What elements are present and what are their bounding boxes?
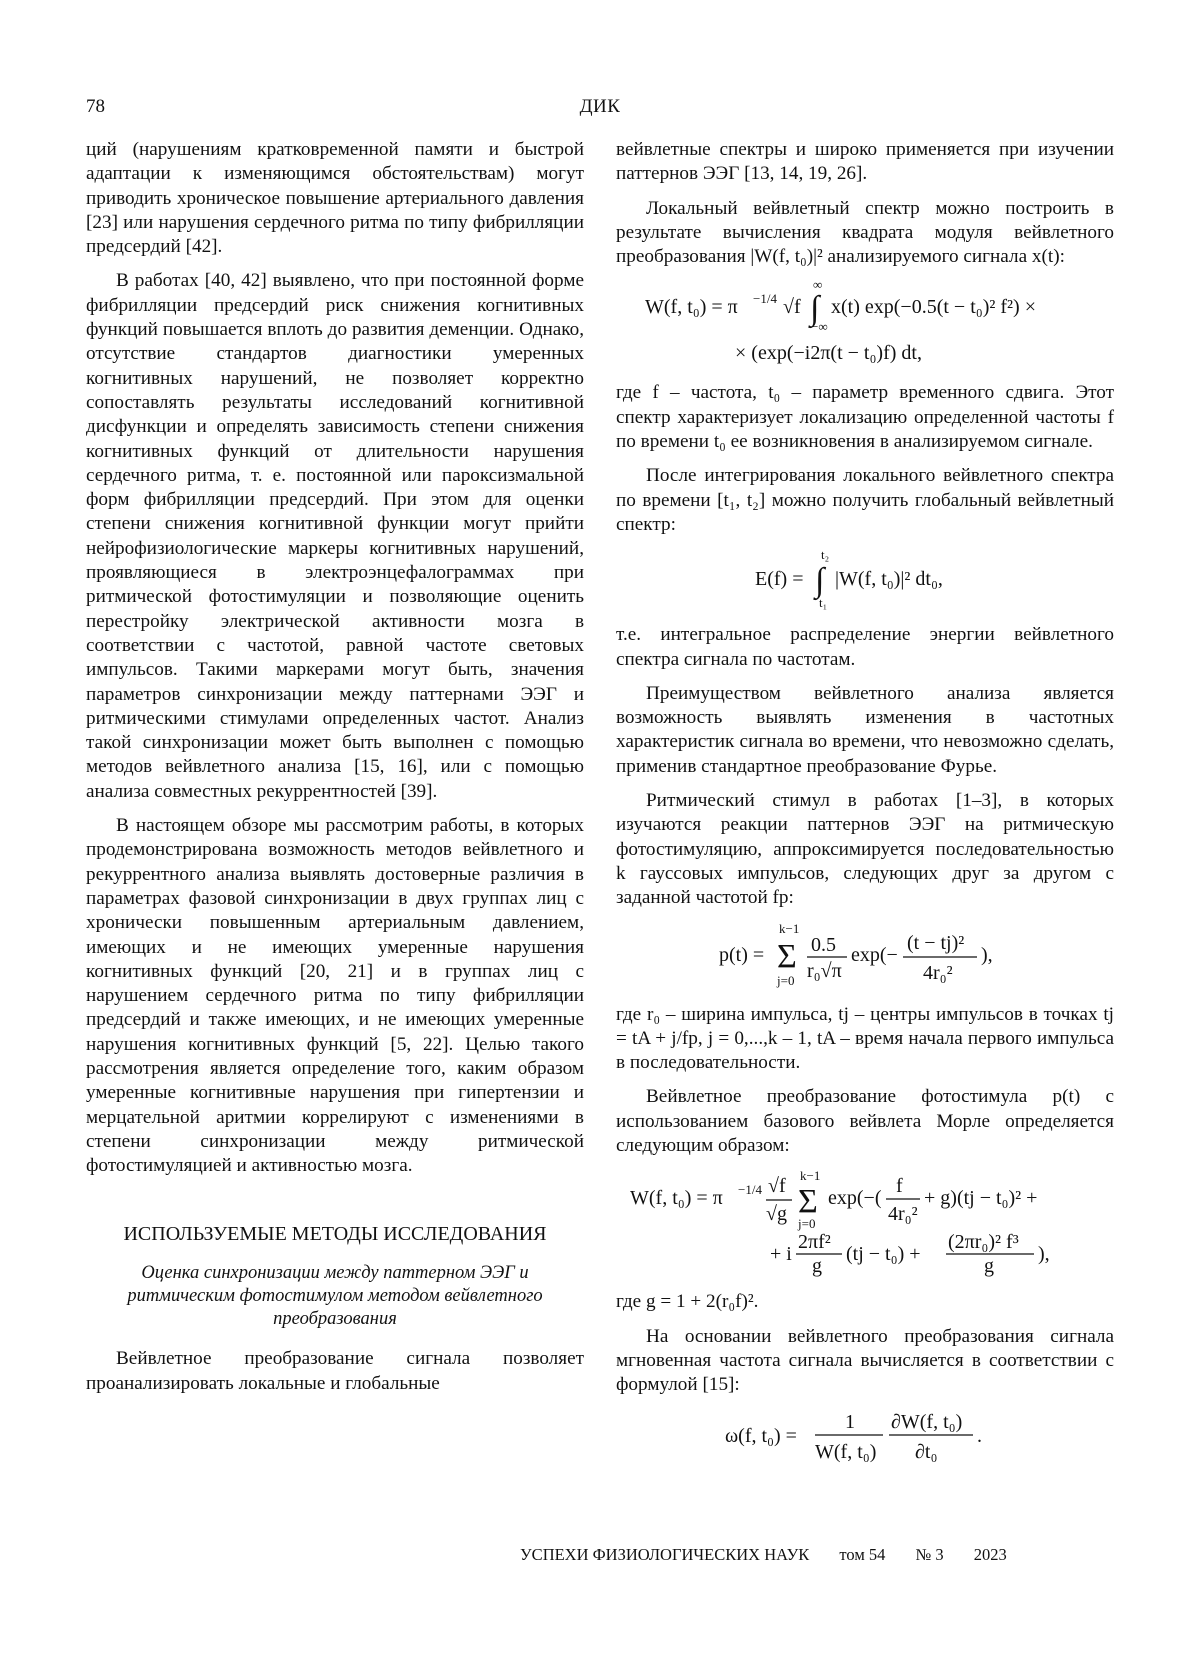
svg-text:∫: ∫ — [808, 290, 822, 329]
formula-global-spectrum — [616, 547, 1114, 611]
svg-text:∂t₀: ∂t₀ — [915, 1441, 937, 1463]
formula-stimulus — [616, 921, 1114, 991]
svg-text:),: ), — [1038, 1243, 1050, 1265]
svg-text:× (exp(−i2π(t − t₀)f) dt,: × (exp(−i2π(t − t₀)f) dt, — [735, 342, 922, 364]
svg-text:W(f, t₀): W(f, t₀) — [815, 1441, 876, 1463]
svg-text:W(f, t₀) = π: W(f, t₀) = π — [630, 1187, 723, 1209]
svg-text:g: g — [984, 1255, 994, 1277]
journal-year: 2023 — [974, 1545, 1007, 1564]
journal-volume: том 54 — [839, 1545, 885, 1564]
svg-text:√f: √f — [783, 296, 801, 318]
svg-text:4r₀²: 4r₀² — [923, 962, 953, 984]
svg-text:∂W(f, t₀): ∂W(f, t₀) — [891, 1411, 962, 1433]
paragraph: На основании вейвлетного преобразования сигнала мгновенная частота сигнала вычисляется в соответствии с формулой [15]: — [616, 1325, 1114, 1398]
svg-text:r₀√π: r₀√π — [807, 960, 842, 982]
paragraph: Вейвлетное преобразование фотостимула p(t) с использованием базового вейвлета Морле определяется следующим образом: — [616, 1085, 1114, 1158]
paragraph: ций (нарушениям кратковременной памяти и быстрой адаптации к изменяющимся обстоятельствам) могут приводить хроническое повышение артериального давления [23] или нарушения сердечного ритма по типу фибрилляции предсердий [42]. — [86, 138, 584, 259]
journal-footer — [520, 1545, 1120, 1565]
journal-title: УСПЕХИ ФИЗИОЛОГИЧЕСКИХ НАУК — [520, 1545, 809, 1564]
paragraph: Вейвлетное преобразование сигнала позволяет проанализировать локальные и глобальные — [86, 1347, 584, 1396]
svg-text:t₁: t₁ — [819, 595, 827, 610]
formula-instant-frequency-svg — [715, 1408, 1015, 1468]
svg-text:(t − tj)²: (t − tj)² — [907, 932, 964, 954]
paragraph: Локальный вейвлетный спектр можно построить в результате вычисления квадрата модуля вейвлетного преобразования |W(f, t₀)|² анализируемого сигнала x(t): — [616, 197, 1114, 270]
formula-wavelet-transform — [616, 279, 1114, 369]
svg-text:),: ), — [981, 944, 993, 966]
svg-text:|W(f, t₀)|² dt₀,: |W(f, t₀)|² dt₀, — [835, 568, 943, 590]
page-number: 78 — [86, 96, 105, 118]
left-column — [86, 138, 584, 1406]
svg-text:f: f — [896, 1175, 903, 1197]
svg-text:∞: ∞ — [813, 277, 822, 292]
paragraph: где r₀ – ширина импульса, tj – центры импульсов в точках tj = tA + j/fp, j = 0,...,k – 1, tA – время начала первого импульса в последовательности. — [616, 1003, 1114, 1076]
svg-text:ω(f, t₀) =: ω(f, t₀) = — [725, 1425, 797, 1447]
svg-text:4r₀²: 4r₀² — [888, 1203, 918, 1225]
svg-text:√f: √f — [768, 1175, 786, 1197]
svg-text:exp(−: exp(− — [851, 944, 898, 966]
paragraph: После интегрирования локального вейвлетного спектра по времени [t₁, t₂] можно получить глобальный вейвлетный спектр: — [616, 464, 1114, 537]
paragraph: Преимуществом вейвлетного анализа является возможность выявлять изменения в частотных характеристик сигнала во времени, что невозможно сделать, применив стандартное преобразование Фурье. — [616, 682, 1114, 779]
formula-morlet-stimulus-svg — [630, 1168, 1100, 1278]
svg-text:(2πr₀)² f³: (2πr₀)² f³ — [948, 1231, 1019, 1253]
svg-text:j=0: j=0 — [776, 973, 794, 988]
svg-text:−∞: −∞ — [811, 319, 828, 334]
running-title: ДИК — [0, 96, 1200, 118]
svg-text:t₂: t₂ — [821, 547, 829, 562]
svg-text:√g: √g — [766, 1203, 787, 1225]
paragraph: где g = 1 + 2(r₀f)². — [616, 1290, 1114, 1314]
svg-text:exp(−(: exp(−( — [828, 1187, 882, 1209]
svg-text:+ i: + i — [770, 1243, 792, 1265]
svg-text:1: 1 — [845, 1411, 855, 1433]
svg-text:0.5: 0.5 — [811, 934, 836, 956]
formula-stimulus-svg — [715, 921, 1015, 991]
right-column — [616, 138, 1114, 1480]
svg-text:k−1: k−1 — [779, 921, 799, 936]
formula-morlet-stimulus — [616, 1168, 1114, 1278]
svg-text:∫: ∫ — [813, 562, 827, 601]
formula-wavelet-transform-svg — [635, 279, 1095, 369]
svg-text:Σ: Σ — [798, 1183, 818, 1220]
svg-text:j=0: j=0 — [797, 1216, 815, 1231]
svg-text:W(f, t₀) = π: W(f, t₀) = π — [645, 296, 738, 318]
svg-text:2πf²: 2πf² — [798, 1231, 831, 1253]
svg-text:k−1: k−1 — [800, 1168, 820, 1183]
subsection-heading: Оценка синхронизации между паттерном ЭЭГ и ритмическим фотостимулом методом вейвлетного преобразования — [86, 1262, 584, 1331]
paragraph: В работах [40, 42] выявлено, что при постоянной форме фибрилляции предсердий риск снижения когнитивных функций повышается вплоть до развития деменции. Однако, отсутствие стандартов диагностики умеренных когнитивных нарушений, не позволяет корректно сопоставлять результаты исследований когнитивной дисфункции и определять зависимость степени снижения когнитивных функций от длительности нарушения сердечного ритма, т. е. постоянной или пароксизмальной форм фибрилляции предсердий. При этом для оценки степени снижения когнитивной функции могут прийти нейрофизиологические маркеры когнитивных нарушений, проявляющиеся в электроэнцефалограммах при ритмической фотостимуляции и позволяющие оценить перестройку электрической активности мозга в соответствии с частотой, равной частоте световых импульсов. Такими маркерами могут быть, значения параметров синхронизации между паттернами ЭЭГ и ритмическими стимулами определенных частот. Анализ такой синхронизации может быть выполнен с помощью методов вейвлетного анализа [15, 16], или с помощью анализа совместных рекуррентностей [39]. — [86, 269, 584, 804]
svg-text:.: . — [977, 1425, 982, 1447]
section-heading: ИСПОЛЬЗУЕМЫЕ МЕТОДЫ ИССЛЕДОВАНИЯ — [86, 1222, 584, 1246]
svg-text:−1/4: −1/4 — [738, 1182, 762, 1197]
svg-text:x(t) exp(−0.5(t − t₀)² f²) ×: x(t) exp(−0.5(t − t₀)² f²) × — [831, 296, 1036, 318]
paragraph: Ритмический стимул в работах [1–3], в которых изучаются реакции паттернов ЭЭГ на ритмическую фотостимуляцию, аппроксимируется последовательностью k гауссовых импульсов, следующих друг за другом с заданной частотой fp: — [616, 789, 1114, 910]
svg-text:+ g)(tj − t₀)² +: + g)(tj − t₀)² + — [924, 1187, 1037, 1209]
paragraph: т.е. интегральное распределение энергии вейвлетного спектра сигнала по частотам. — [616, 623, 1114, 672]
paragraph: где f – частота, t₀ – параметр временного сдвига. Этот спектр характеризует локализацию определенной частоты f по времени t₀ ее возникновения в анализируемом сигнале. — [616, 381, 1114, 454]
svg-text:E(f) =: E(f) = — [755, 568, 803, 590]
svg-text:p(t) =: p(t) = — [719, 944, 764, 966]
formula-global-spectrum-svg — [735, 547, 995, 611]
paragraph: вейвлетные спектры и широко применяется при изучении паттернов ЭЭГ [13, 14, 19, 26]. — [616, 138, 1114, 187]
svg-text:(tj − t₀) +: (tj − t₀) + — [846, 1243, 921, 1265]
paragraph: В настоящем обзоре мы рассмотрим работы, в которых продемонстрирована возможность методов вейвлетного и рекуррентного анализа выявлять достоверные различия в параметрах фазовой синхронизации в двух группах лиц с хронически повышенным артериальным давлением, имеющих и не имеющих умеренные нарушения когнитивных функций [20, 21] и в группах лиц с нарушением сердечного ритма по типу фибрилляции предсердий и также имеющих, и не имеющих умеренные нарушения когнитивных функций [5, 22]. Целью такого рассмотрения является определение того, каким образом умеренные когнитивные нарушения при гипертензии и мерцательной аритмии коррелируют с изменениями в степени синхронизации между ритмической фотостимуляцией и активностью мозга. — [86, 814, 584, 1178]
svg-text:−1/4: −1/4 — [753, 291, 777, 306]
svg-text:Σ: Σ — [777, 938, 797, 975]
journal-issue: № 3 — [916, 1545, 944, 1564]
svg-text:g: g — [812, 1255, 822, 1277]
formula-instant-frequency — [616, 1408, 1114, 1468]
